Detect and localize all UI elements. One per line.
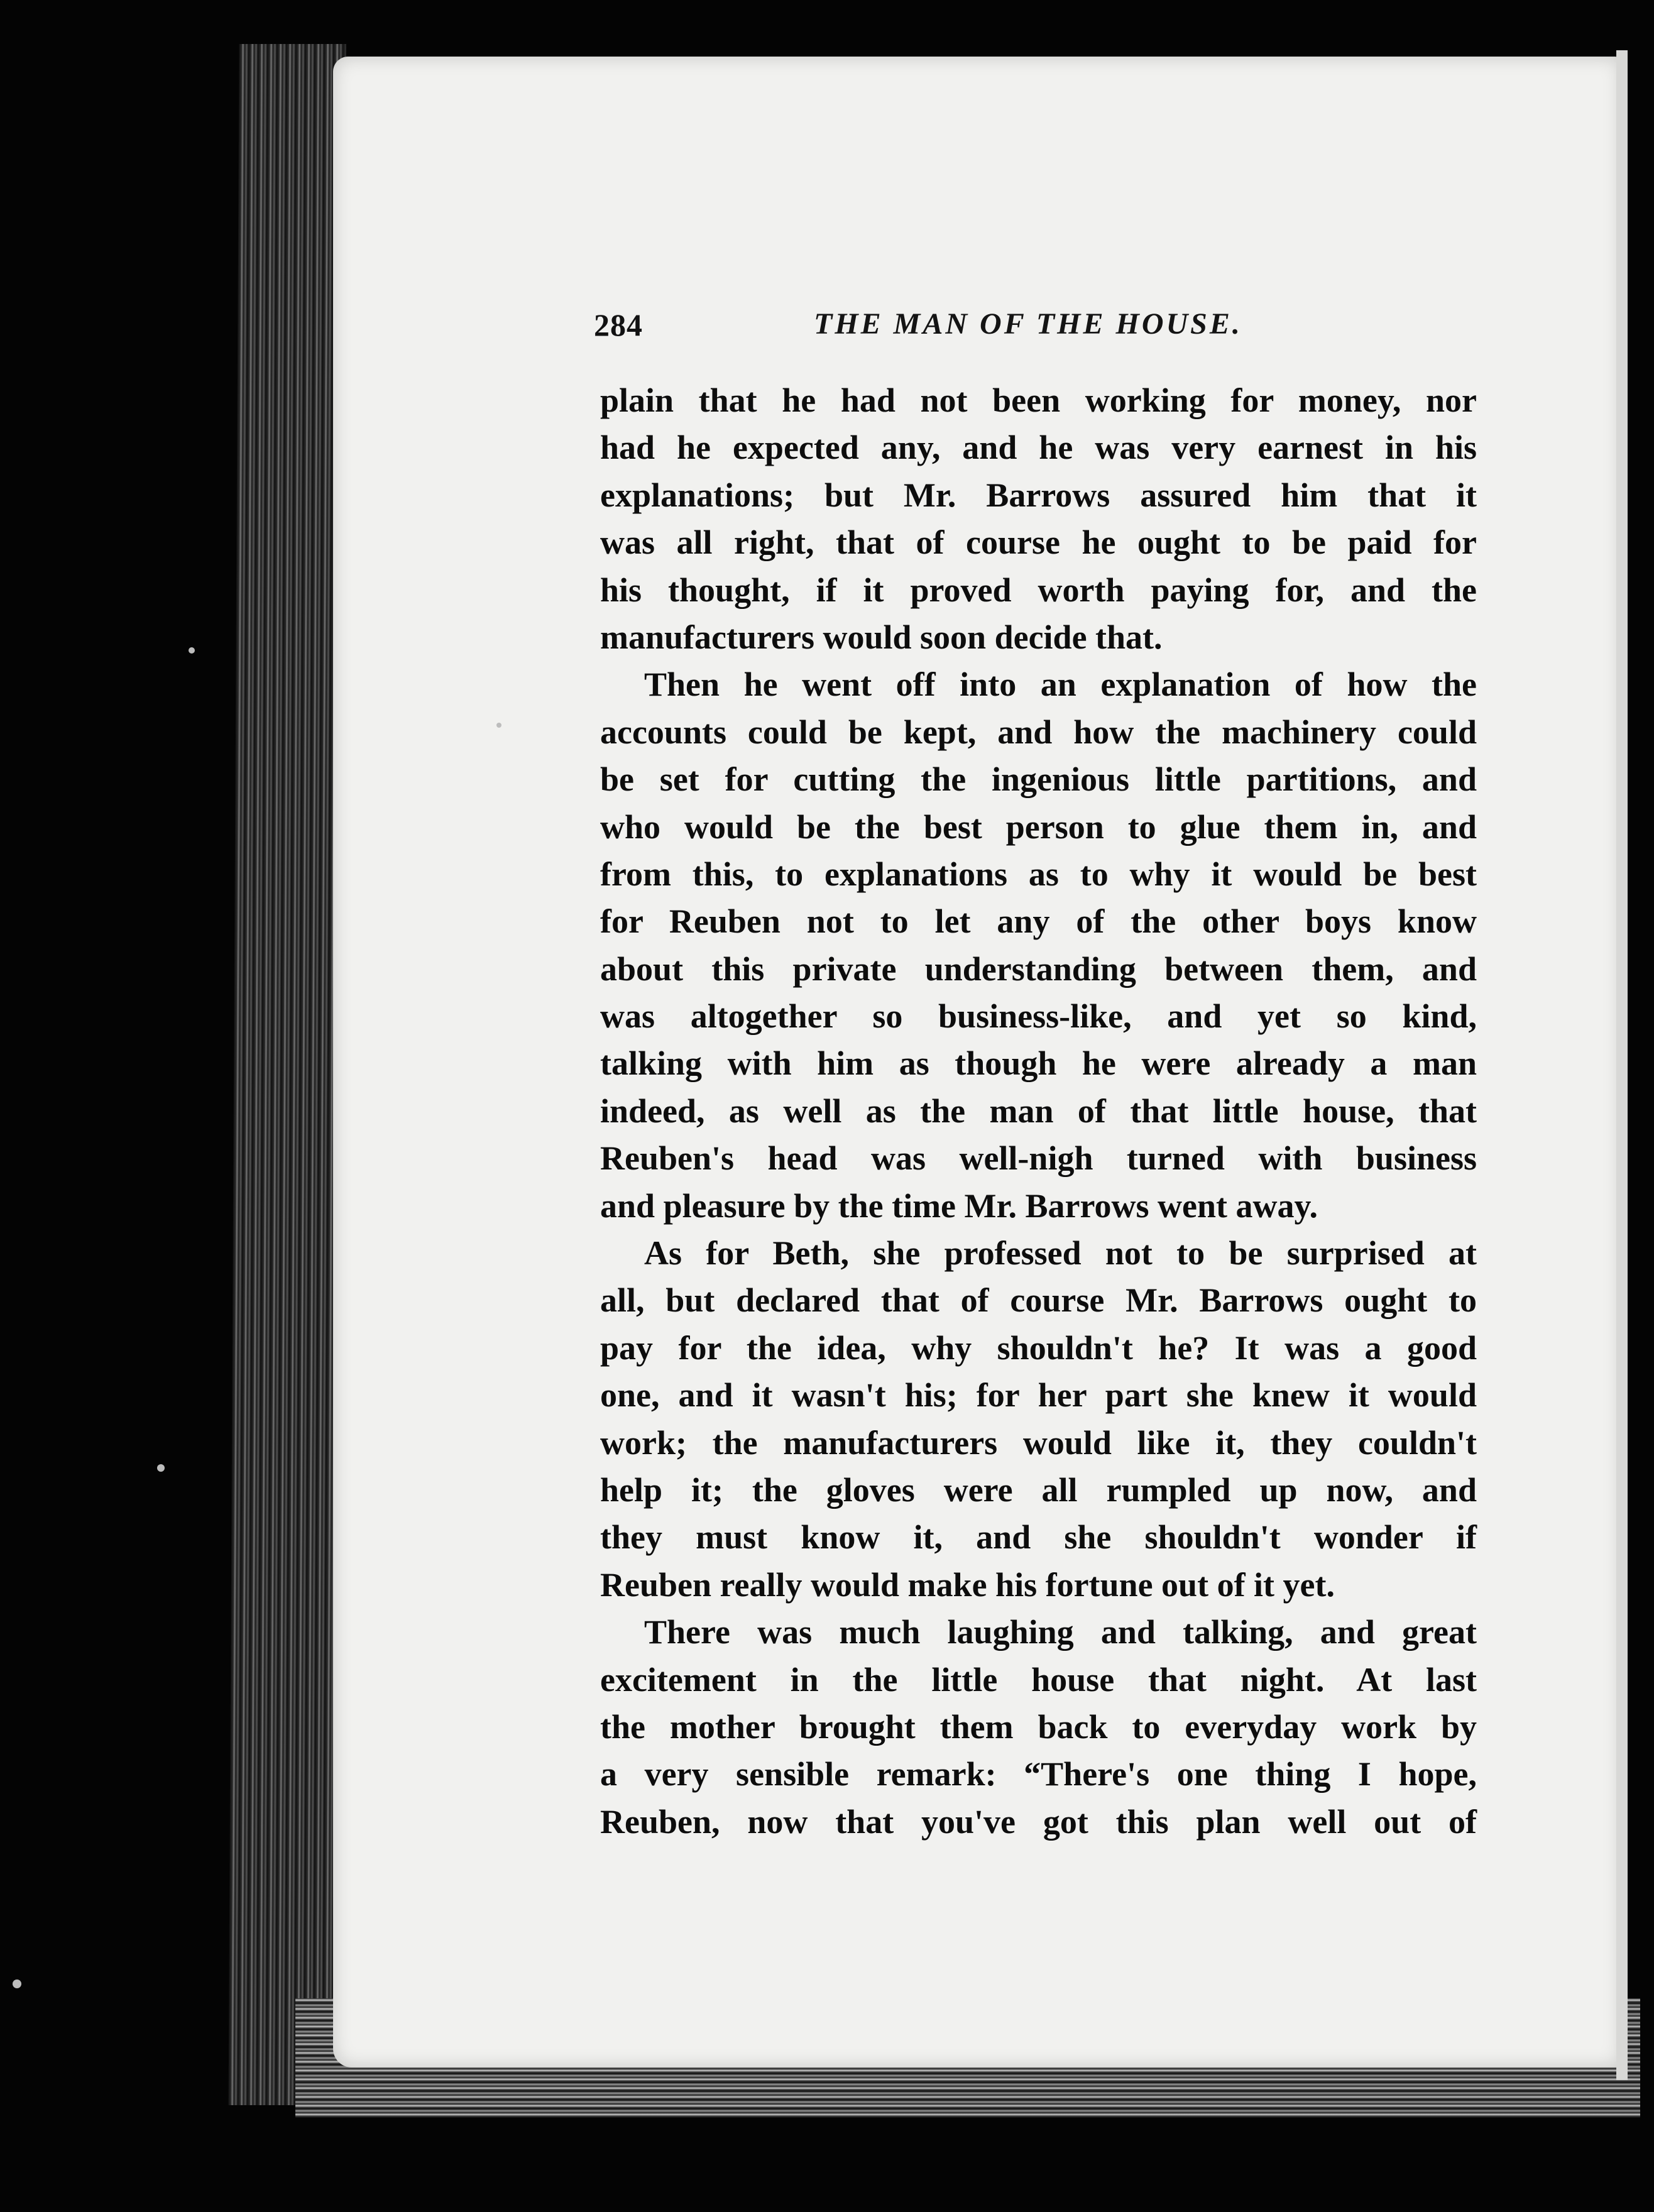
text-line: Reuben, now that you've got this plan well out of bbox=[600, 1802, 1477, 1841]
text-line: for Reuben not to let any of the other boys know bbox=[600, 902, 1477, 941]
text-line: There was much laughing and talking, and great bbox=[644, 1613, 1477, 1651]
page-edges bbox=[228, 44, 346, 2105]
text-line: Reuben's head was well-nigh turned with business bbox=[600, 1139, 1477, 1178]
dust-speck bbox=[496, 723, 501, 728]
text-line: accounts could be kept, and how the machinery could bbox=[600, 713, 1477, 751]
text-line: explanations; but Mr. Barrows assured him that it bbox=[600, 476, 1477, 514]
running-head: THE MAN OF THE HOUSE. bbox=[814, 307, 1242, 341]
text-line: was altogether so business-like, and yet so kind, bbox=[600, 997, 1477, 1036]
text-line: all, but declared that of course Mr. Barrows ought to bbox=[600, 1281, 1477, 1320]
text-line: had he expected any, and he was very earnest in his bbox=[600, 429, 1477, 467]
text-line: Reuben really would make his fortune out of it yet. bbox=[600, 1565, 1335, 1604]
body-text bbox=[600, 377, 1477, 1846]
paragraph bbox=[600, 1230, 1477, 1609]
dust-speck bbox=[189, 647, 195, 654]
text-line: his thought, if it proved worth paying for, and the bbox=[600, 571, 1477, 609]
text-line: plain that he had not been working for money, nor bbox=[600, 381, 1477, 419]
paragraph bbox=[600, 661, 1477, 1230]
text-line: excitement in the little house that night. At last bbox=[600, 1660, 1477, 1699]
dust-speck bbox=[157, 1464, 165, 1472]
text-line: manufacturers would soon decide that. bbox=[600, 618, 1163, 656]
text-line: indeed, as well as the man of that little house, that bbox=[600, 1092, 1477, 1130]
text-line: the mother brought them back to everyday work by bbox=[600, 1707, 1477, 1746]
text-line: talking with him as though he were already a man bbox=[600, 1044, 1477, 1083]
text-line: who would be the best person to glue them in, and bbox=[600, 808, 1477, 846]
paragraph bbox=[600, 1609, 1477, 1846]
text-line: Then he went off into an explanation of how the bbox=[644, 665, 1477, 704]
text-line: be set for cutting the ingenious little partitions, and bbox=[600, 760, 1477, 799]
dust-speck bbox=[13, 1979, 21, 1988]
page-right-edge bbox=[1616, 50, 1628, 2080]
paragraph bbox=[600, 377, 1477, 661]
text-line: one, and it wasn't his; for her part she knew it would bbox=[600, 1376, 1477, 1415]
text-line: was all right, that of course he ought to be paid for bbox=[600, 523, 1477, 562]
text-line: help it; the gloves were all rumpled up now, and bbox=[600, 1470, 1477, 1509]
text-line: from this, to explanations as to why it would be best bbox=[600, 855, 1477, 893]
page-number: 284 bbox=[594, 307, 643, 342]
text-line: they must know it, and she shouldn't wonder if bbox=[600, 1518, 1477, 1557]
text-line: and pleasure by the time Mr. Barrows went away. bbox=[600, 1186, 1318, 1225]
text-line: pay for the idea, why shouldn't he? It was a good bbox=[600, 1328, 1477, 1367]
text-line: a very sensible remark: “There's one thing I hope, bbox=[600, 1755, 1477, 1793]
text-line: work; the manufacturers would like it, they couldn't bbox=[600, 1423, 1477, 1462]
page-header bbox=[594, 307, 1285, 344]
text-line: about this private understanding between them, and bbox=[600, 950, 1477, 988]
text-line: As for Beth, she professed not to be surprised at bbox=[644, 1234, 1477, 1273]
